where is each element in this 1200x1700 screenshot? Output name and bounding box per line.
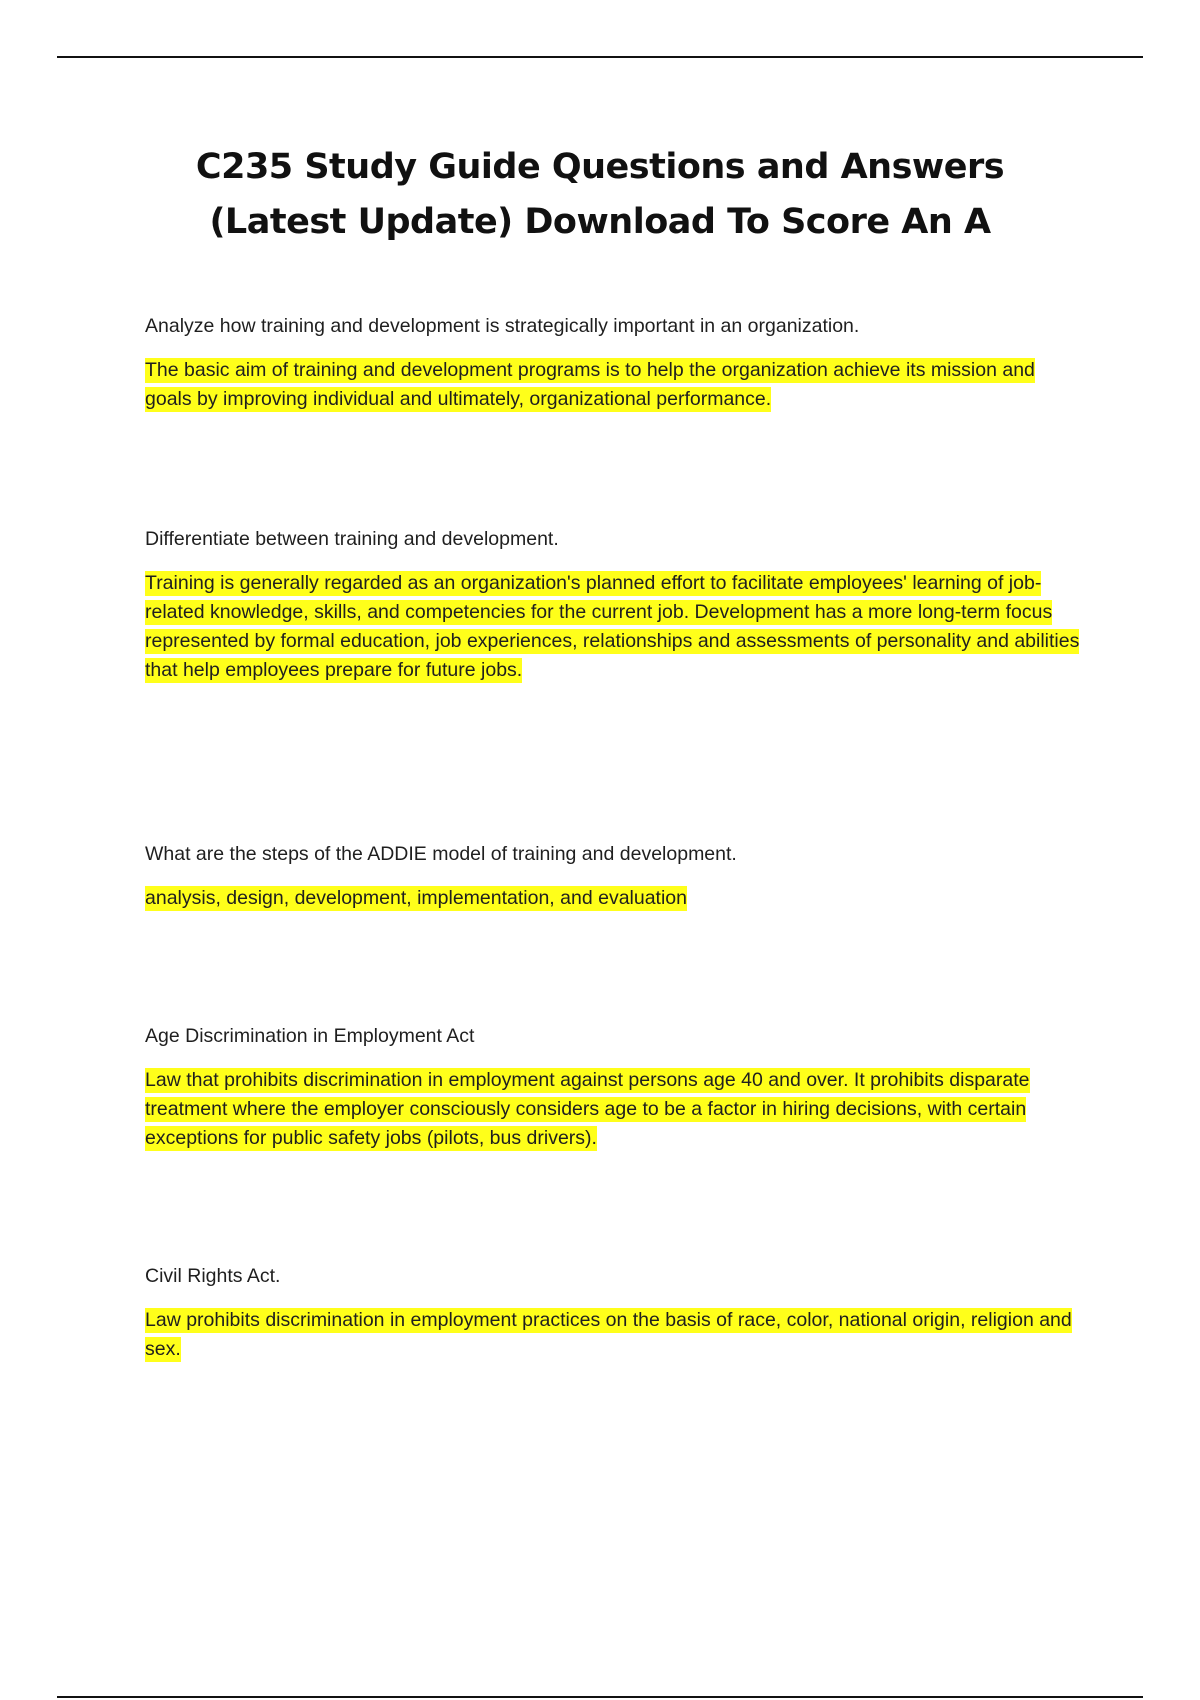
highlighted-answer-text: Training is generally regarded as an organization's planned effort to facilitate employees' learning of job-related knowledge, skills, and competencies for the current job. Development has a more long-term focus represented by formal education, job experiences, relationships and assessments of personality and abilities that help employees prepare for future jobs. [145,572,1080,681]
bottom-rule [57,1696,1143,1698]
question-text: Civil Rights Act. [145,1265,281,1287]
question-text: What are the steps of the ADDIE model of training and development. [145,843,737,865]
answer-block [145,356,1085,414]
qa-item [145,1022,1085,1153]
question-text: Differentiate between training and development. [145,528,559,550]
answer-block [145,569,1085,685]
answer-block [145,1306,1085,1364]
qa-item [145,525,1085,685]
qa-item [145,840,1085,913]
question-text: Age Discrimination in Employment Act [145,1025,475,1047]
top-rule [57,56,1143,58]
answer-block [145,1066,1085,1153]
highlighted-answer-text: The basic aim of training and development programs is to help the organization achieve its mission and goals by improving individual and ultimately, organizational performance. [145,359,1035,410]
highlighted-answer-text: Law that prohibits discrimination in employment against persons age 40 and over. It prohibits disparate treatment where the employer consciously considers age to be a factor in hiring decisions, with certain exceptions for public safety jobs (pilots, bus drivers). [145,1069,1030,1149]
question-text: Analyze how training and development is strategically important in an organization. [145,315,860,337]
highlighted-answer-text: Law prohibits discrimination in employment practices on the basis of race, color, national origin, religion and sex. [145,1309,1072,1360]
qa-item [145,1262,1085,1364]
highlighted-answer-text: analysis, design, development, implementation, and evaluation [145,887,688,909]
qa-item [145,312,1085,414]
document-title: C235 Study Guide Questions and Answers (Latest Update) Download To Score An A [195,147,1005,242]
answer-block [145,884,1085,913]
